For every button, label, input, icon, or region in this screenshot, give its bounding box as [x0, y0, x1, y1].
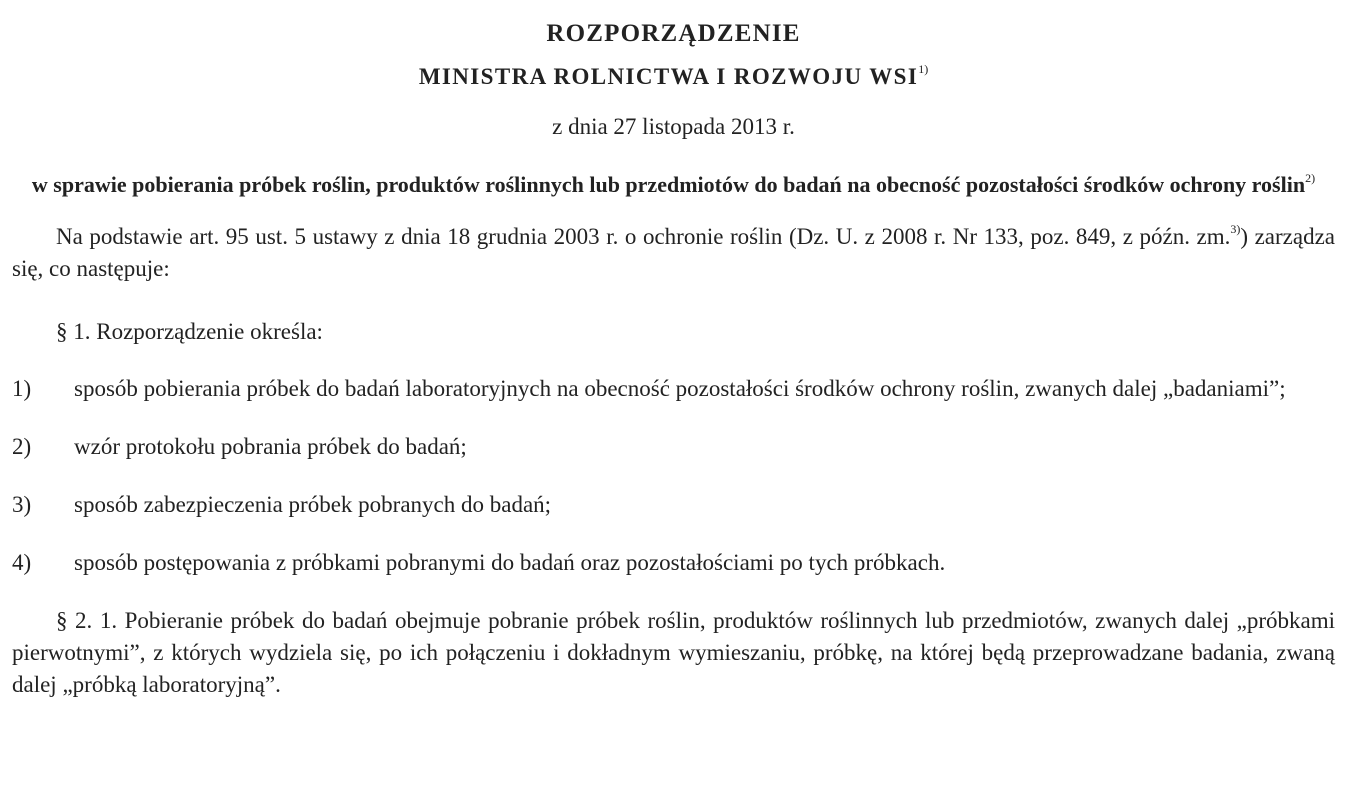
document-title	[12, 0, 1335, 50]
document-subject	[12, 169, 1335, 201]
preamble-text-end: ) zarządza się, co następuje:	[12, 224, 1335, 281]
list-item-text: wzór protokołu pobrania próbek do badań;	[74, 434, 467, 459]
list-item	[12, 489, 1335, 521]
footnote-ref-3[interactable]: 3)	[1230, 222, 1241, 237]
preamble-text: Na podstawie art. 95 ust. 5 ustawy z dnia 18 grudnia 2003 r. o ochronie roślin (Dz. U. z 2008 r. Nr 133, poz. 849, z późn. zm.	[56, 224, 1231, 249]
list-item-number: 2)	[12, 434, 32, 459]
list-item-number: 4)	[12, 550, 32, 575]
subject-text: w sprawie pobierania próbek roślin, produktów roślinnych lub przedmiotów do badań na obecność pozostałości środków ochrony roślin	[31, 172, 1306, 197]
list-item-number: 3)	[12, 492, 32, 517]
issuing-authority	[12, 61, 1335, 93]
title-line2: MINISTRA ROLNICTWA I ROZWOJU WSI	[418, 64, 919, 89]
list-item	[12, 431, 1335, 463]
footnote-ref-2[interactable]: 2)	[1305, 170, 1316, 185]
preamble	[12, 221, 1335, 285]
document-date: z dnia 27 listopada 2013 r.	[552, 114, 795, 139]
list-item-text: sposób zabezpieczenia próbek pobranych do badań;	[74, 492, 552, 517]
list-item	[12, 373, 1335, 405]
list-item-text: sposób pobierania próbek do badań laboratoryjnych na obecność pozostałości środków ochrony roślin, zwanych dalej „badaniami”;	[74, 376, 1286, 401]
section-1-intro: § 1. Rozporządzenie określa:	[56, 319, 323, 344]
title-line1: ROZPORZĄDZENIE	[546, 20, 801, 47]
section-1-list	[12, 373, 1335, 579]
list-item	[12, 547, 1335, 579]
section-2-paragraph: § 2. 1. Pobieranie próbek do badań obejmuje pobranie próbek roślin, produktów roślinnych lub przedmiotów, zwanych dalej „próbkami pierwotnymi”, z których wydziela się, po ich połączeniu i dokładnym wymieszaniu, próbkę, na której będą przeprowadzane badania, zwaną dalej „próbką laboratoryjną”.	[12, 608, 1335, 697]
list-item-text: sposób postępowania z próbkami pobranymi do badań oraz pozostałościami po tych próbkach.	[74, 550, 946, 575]
list-item-number: 1)	[12, 376, 32, 401]
footnote-ref-1[interactable]: 1)	[918, 62, 929, 77]
